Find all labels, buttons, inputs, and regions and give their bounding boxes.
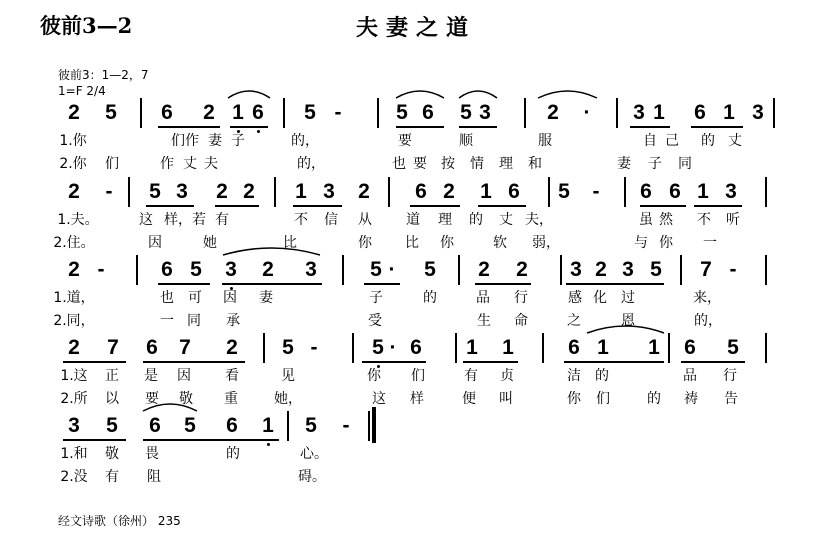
note: 3 — [570, 258, 582, 281]
note: 2 — [216, 180, 228, 203]
lyric-verse-1: 正 — [105, 368, 119, 384]
lyric-verse-1: 们 — [171, 133, 185, 149]
lyric-verse-1: 的 — [423, 290, 437, 306]
lyric-verse-2: 告 — [724, 391, 738, 407]
lyric-verse-2: 弱， — [532, 235, 560, 251]
lyric-verse-1: 虽 — [639, 212, 653, 228]
note: 1 — [723, 101, 735, 124]
note: 6 — [161, 258, 173, 281]
slur-arc — [228, 91, 270, 98]
note: 3 — [323, 180, 335, 203]
lyric-verse-2: 受 — [368, 313, 382, 329]
lyric-verse-1: 听 — [726, 212, 740, 228]
lyric-verse-2: 2.你 — [59, 156, 87, 172]
lyric-verse-1: 1.和 — [60, 446, 88, 462]
note: 1 — [232, 101, 244, 124]
lyric-verse-2: 2.同， — [53, 313, 95, 329]
lyric-verse-1: 品 — [683, 368, 697, 384]
lyric-verse-1: 子 — [231, 133, 245, 149]
note: 1 — [466, 336, 478, 359]
note: 2 — [68, 258, 80, 281]
lyric-verse-2: 承 — [226, 313, 240, 329]
lyric-verse-1: 心。 — [300, 446, 328, 462]
song-title: 夫妻之道 — [356, 15, 477, 41]
lyric-verse-2: 叫 — [499, 391, 513, 407]
lyric-verse-1: 从 — [358, 212, 372, 228]
note: 2 — [516, 258, 528, 281]
lyric-verse-1: 1.夫。 — [57, 212, 99, 228]
lyric-verse-1: 妻 — [259, 290, 273, 306]
lyric-verse-2: 软 — [493, 235, 507, 251]
lyric-verse-1: 也 — [160, 290, 174, 306]
lyric-verse-2: 生 — [477, 313, 491, 329]
source-footer: 经文诗歌（徐州） 235 — [58, 514, 181, 528]
lyric-verse-2: 理 — [499, 156, 513, 172]
note: 2 — [203, 101, 215, 124]
lyric-verse-1: 感 — [568, 290, 582, 306]
slur-arc — [396, 91, 444, 98]
lyric-verse-1: 己 — [665, 133, 679, 149]
lyric-verse-2: 子 — [648, 156, 662, 172]
lyric-verse-2: 之 — [567, 313, 581, 329]
lyric-verse-1: 洁 — [567, 368, 581, 384]
note: 7 — [700, 258, 712, 281]
note: 2 — [262, 258, 274, 281]
lyric-verse-1: 妻 — [208, 133, 222, 149]
reference-line: 彼前3：1—2，7 — [58, 68, 149, 82]
lyric-verse-2: 一 — [703, 235, 717, 251]
note: 6 — [669, 180, 681, 203]
lyric-verse-2: 丈 — [183, 156, 197, 172]
note: 1 — [262, 414, 274, 437]
note: 2 — [595, 258, 607, 281]
lyric-verse-2: 比 — [283, 235, 297, 251]
lyric-verse-2: 2.所 — [60, 391, 88, 407]
lyric-verse-1: 见 — [281, 368, 295, 384]
lyric-verse-2: 的， — [297, 156, 325, 172]
note: 6 — [161, 101, 173, 124]
lyric-verse-2: 以 — [105, 391, 119, 407]
lyric-verse-1: 自 — [643, 133, 657, 149]
lyric-verse-1: 丈 — [728, 133, 742, 149]
lyric-verse-2: 你 — [440, 235, 454, 251]
lyric-verse-1: 服 — [538, 133, 552, 149]
lyric-verse-2: 2.没 — [60, 469, 88, 485]
lyric-verse-1: 行 — [723, 368, 737, 384]
lyric-verse-1: 可 — [188, 290, 202, 306]
slur-arc — [538, 91, 597, 98]
lyric-verse-2: 恩 — [621, 313, 635, 329]
lyric-verse-1: 样，若 — [164, 212, 206, 228]
lyric-verse-2: 这 — [372, 391, 386, 407]
lyric-verse-2: 因 — [148, 235, 162, 251]
note: 1 — [653, 101, 665, 124]
lyric-verse-1: 信 — [324, 212, 338, 228]
note: 2 — [243, 180, 255, 203]
lyric-verse-2: 重 — [224, 391, 238, 407]
lyric-verse-1: 不 — [294, 212, 308, 228]
note: 3 — [305, 258, 317, 281]
slur-arc — [223, 248, 320, 255]
note: 1 — [648, 336, 660, 359]
lyric-verse-1: 品 — [476, 290, 490, 306]
note: 2 — [68, 336, 80, 359]
note: 5 — [149, 180, 161, 203]
lyric-verse-2: 样 — [410, 391, 424, 407]
lyric-verse-1: 你 — [367, 368, 381, 384]
note: 5 — [184, 414, 196, 437]
note: 5 — [370, 258, 382, 281]
lyric-verse-1: 然 — [659, 212, 673, 228]
note: 5 — [650, 258, 662, 281]
lyric-verse-1: 的 — [469, 212, 483, 228]
lyric-verse-2: 她， — [274, 391, 302, 407]
lyric-verse-1: 1.你 — [59, 133, 87, 149]
lyric-verse-2: 同 — [187, 313, 201, 329]
lyric-verse-2: 命 — [514, 313, 528, 329]
lyric-verse-2: 比 — [405, 235, 419, 251]
lyric-verse-2: 阻 — [147, 469, 161, 485]
note: 1 — [502, 336, 514, 359]
lyric-verse-1: 是 — [144, 368, 158, 384]
key-signature: 1=F 2/4 — [58, 84, 106, 98]
augmentation-dot: · — [388, 258, 396, 281]
note: 1 — [480, 180, 492, 203]
lyric-verse-1: 因 — [177, 368, 191, 384]
lyric-verse-2: 一 — [160, 313, 174, 329]
lyric-verse-1: 贞 — [500, 368, 514, 384]
lyric-verse-2: 妻 — [617, 156, 631, 172]
note: 7 — [107, 336, 119, 359]
lyric-verse-2: 作 — [160, 156, 174, 172]
scripture-reference: 彼前3—2 — [40, 13, 133, 38]
lyric-verse-1: 不 — [697, 212, 711, 228]
lyric-verse-2: 要 — [145, 391, 159, 407]
note: 1 — [597, 336, 609, 359]
lyric-verse-1: 要 — [398, 133, 412, 149]
lyric-verse-1: 的， — [291, 133, 319, 149]
lyric-verse-1: 这 — [139, 212, 153, 228]
lyric-verse-1: 顺 — [459, 133, 473, 149]
lyric-verse-2: 与 — [634, 235, 648, 251]
note: 5 — [305, 414, 317, 437]
lyric-verse-1: 有 — [215, 212, 229, 228]
lyric-verse-2: 便 — [462, 391, 476, 407]
note: 6 — [415, 180, 427, 203]
lyric-verse-1: 有 — [464, 368, 478, 384]
slur-arc — [459, 91, 497, 98]
dash-note: - — [105, 180, 113, 203]
lyric-verse-1: 行 — [514, 290, 528, 306]
lyric-verse-2: 们 — [105, 156, 119, 172]
augmentation-dot: · — [389, 336, 397, 359]
note: 5 — [396, 101, 408, 124]
lyric-verse-2: 你 — [358, 235, 372, 251]
lyric-verse-1: 子 — [369, 290, 383, 306]
note: 6 — [640, 180, 652, 203]
note: 3 — [622, 258, 634, 281]
lyric-verse-1: 看 — [225, 368, 239, 384]
note: 2 — [478, 258, 490, 281]
note: 6 — [149, 414, 161, 437]
note: 5 — [372, 336, 384, 359]
lyric-verse-2: 敬 — [179, 391, 193, 407]
lyric-verse-2: 要 — [413, 156, 427, 172]
lyric-verse-1: 敬 — [105, 446, 119, 462]
lyric-verse-1: 1.这 — [60, 368, 88, 384]
note: 5 — [190, 258, 202, 281]
note: 2 — [68, 180, 80, 203]
lyric-verse-1: 夫， — [525, 212, 553, 228]
note: 5 — [106, 414, 118, 437]
note: 6 — [684, 336, 696, 359]
note: 1 — [697, 180, 709, 203]
lyric-verse-2: 有 — [105, 469, 119, 485]
lyric-verse-1: 们 — [411, 368, 425, 384]
note: 3 — [176, 180, 188, 203]
note: 6 — [226, 414, 238, 437]
lyric-verse-2: 情 — [470, 156, 484, 172]
note: 3 — [725, 180, 737, 203]
dash-note: - — [97, 258, 105, 281]
lyric-verse-1: 道 — [406, 212, 420, 228]
lyric-verse-2: 夫 — [204, 156, 218, 172]
note: 5 — [282, 336, 294, 359]
note: 6 — [422, 101, 434, 124]
lyric-verse-1: 丈 — [499, 212, 513, 228]
note: 5 — [727, 336, 739, 359]
dash-note: - — [342, 414, 350, 437]
lyric-verse-1: 的 — [701, 133, 715, 149]
lyric-verse-2: 也 — [392, 156, 406, 172]
lyric-verse-2: 按 — [441, 156, 455, 172]
lyric-verse-2: 祷 — [684, 391, 698, 407]
lyric-verse-2: 的 — [647, 391, 661, 407]
lyric-verse-2: 你 — [567, 391, 581, 407]
lyric-verse-2: 同 — [678, 156, 692, 172]
lyric-verse-2: 你 — [659, 235, 673, 251]
note: 2 — [547, 101, 559, 124]
note: 2 — [358, 180, 370, 203]
note: 5 — [558, 180, 570, 203]
dash-note: - — [334, 101, 342, 124]
lyric-verse-1: 的 — [595, 368, 609, 384]
lyric-verse-1: 来， — [693, 290, 721, 306]
dash-note: - — [592, 180, 600, 203]
note: 6 — [568, 336, 580, 359]
note: 6 — [146, 336, 158, 359]
lyric-verse-2: 她 — [203, 235, 217, 251]
lyric-verse-2: 碍。 — [298, 469, 326, 485]
note: 5 — [460, 101, 472, 124]
note: 6 — [252, 101, 264, 124]
lyric-verse-1: 因 — [223, 290, 237, 306]
lyric-verse-2: 们 — [596, 391, 610, 407]
note: 6 — [508, 180, 520, 203]
lyric-verse-2: 和 — [528, 156, 542, 172]
lyric-verse-1: 作 — [185, 133, 199, 149]
lyric-verse-2: 2.住。 — [53, 235, 95, 251]
note: 3 — [479, 101, 491, 124]
augmentation-dot: · — [583, 101, 591, 124]
lyric-verse-1: 过 — [621, 290, 635, 306]
note: 2 — [226, 336, 238, 359]
note: 5 — [304, 101, 316, 124]
slur-arc — [587, 326, 664, 333]
dash-note: - — [310, 336, 318, 359]
note: 2 — [443, 180, 455, 203]
lyric-verse-2: 的， — [694, 313, 722, 329]
note: 5 — [424, 258, 436, 281]
note: 6 — [694, 101, 706, 124]
note: 1 — [295, 180, 307, 203]
note: 6 — [410, 336, 422, 359]
lyric-verse-1: 的 — [226, 446, 240, 462]
dash-note: - — [729, 258, 737, 281]
lyric-verse-1: 1.道， — [53, 290, 95, 306]
note: 7 — [179, 336, 191, 359]
note: 3 — [225, 258, 237, 281]
lyric-verse-1: 理 — [438, 212, 452, 228]
note: 3 — [752, 101, 764, 124]
slur-arc — [143, 404, 197, 411]
lyric-verse-1: 畏 — [145, 446, 159, 462]
note: 5 — [105, 101, 117, 124]
note: 3 — [633, 101, 645, 124]
note: 2 — [68, 101, 80, 124]
lyric-verse-1: 化 — [593, 290, 607, 306]
note: 3 — [68, 414, 80, 437]
